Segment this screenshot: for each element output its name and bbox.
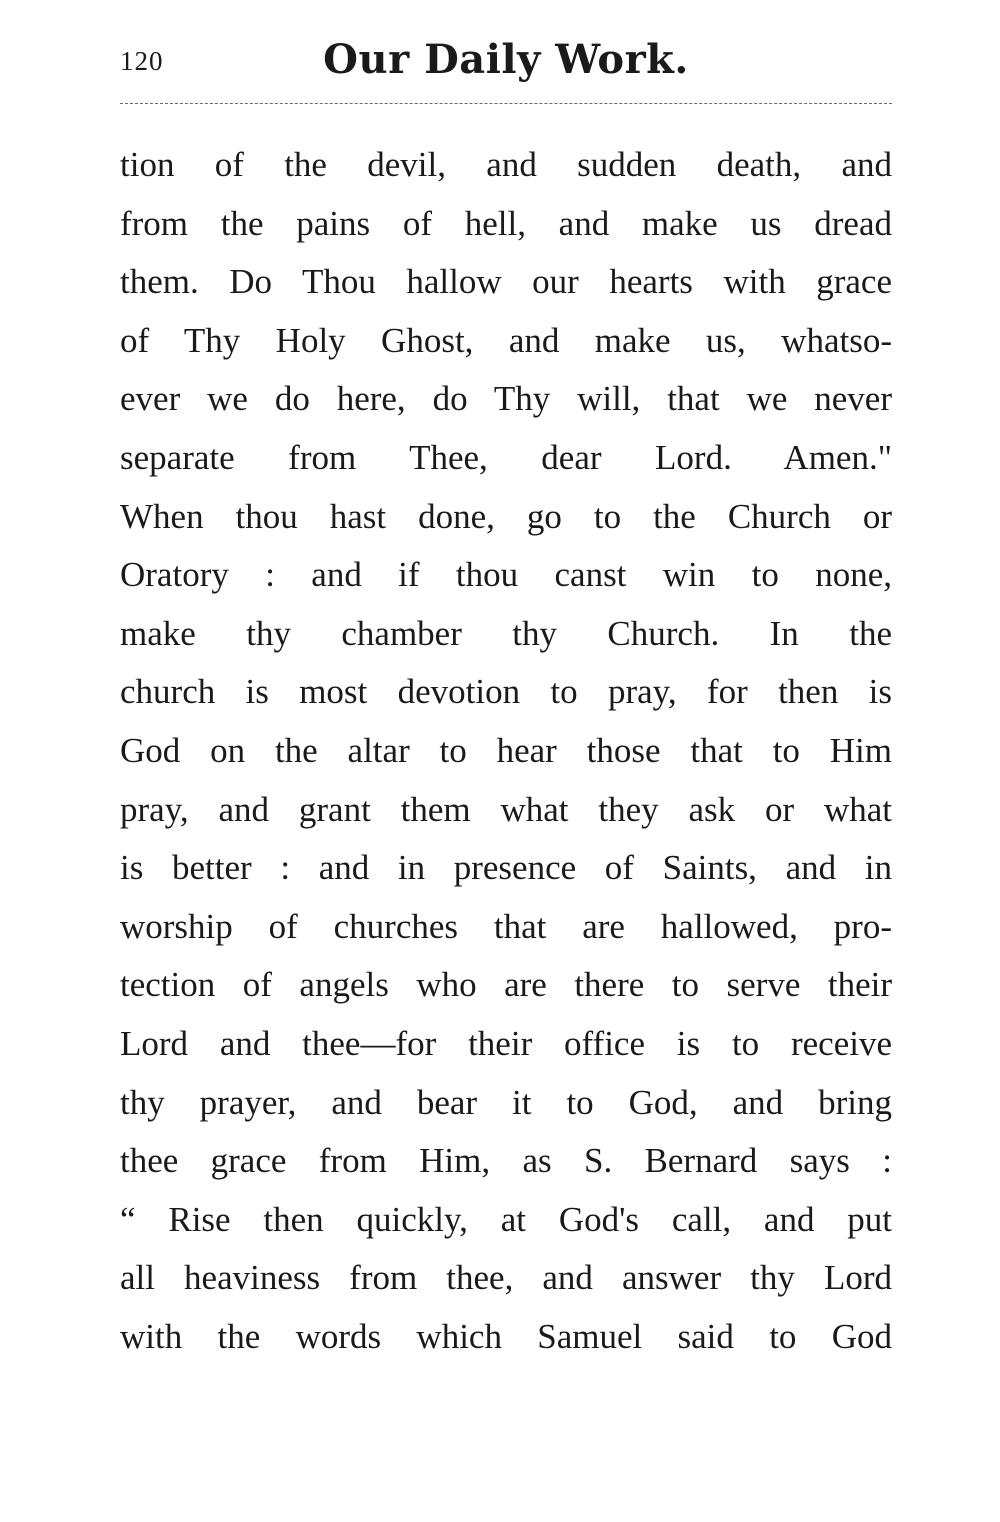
text-line: all heaviness from thee, and answer thy Lord (120, 1258, 892, 1298)
text-line: from the pains of hell, and make us dread (120, 203, 892, 243)
text-line: is better : and in presence of Saints, and in (120, 848, 892, 888)
text-line: “ Rise then quickly, at God's call, and put (120, 1199, 892, 1239)
body-text (120, 136, 892, 1366)
text-line: thee grace from Him, as S. Bernard says : (120, 1141, 892, 1181)
page-number: 120 (120, 46, 164, 76)
header-rule (120, 103, 892, 104)
text-line: separate from Thee, dear Lord. Amen." (120, 437, 892, 477)
text-line: with the words which Samuel said to God (120, 1316, 892, 1356)
text-line: Lord and thee—for their office is to receive (120, 1023, 892, 1063)
text-line: worship of churches that are hallowed, pro- (120, 906, 892, 946)
text-line: God on the altar to hear those that to Him (120, 730, 892, 770)
text-line: of Thy Holy Ghost, and make us, whatso- (120, 320, 892, 360)
text-line: make thy chamber thy Church. In the (120, 613, 892, 653)
text-line: When thou hast done, go to the Church or (120, 496, 892, 536)
running-title: Our Daily Work. (323, 36, 689, 83)
text-line: pray, and grant them what they ask or what (120, 789, 892, 829)
text-line: ever we do here, do Thy will, that we never (120, 379, 892, 419)
text-line: tection of angels who are there to serve their (120, 965, 892, 1005)
text-line: tion of the devil, and sudden death, and (120, 145, 892, 184)
text-line: thy prayer, and bear it to God, and bring (120, 1082, 892, 1122)
text-line: Oratory : and if thou canst win to none, (120, 555, 892, 595)
running-head (120, 36, 892, 96)
text-line: them. Do Thou hallow our hearts with grace (120, 262, 892, 302)
text-line: church is most devotion to pray, for then is (120, 672, 892, 712)
